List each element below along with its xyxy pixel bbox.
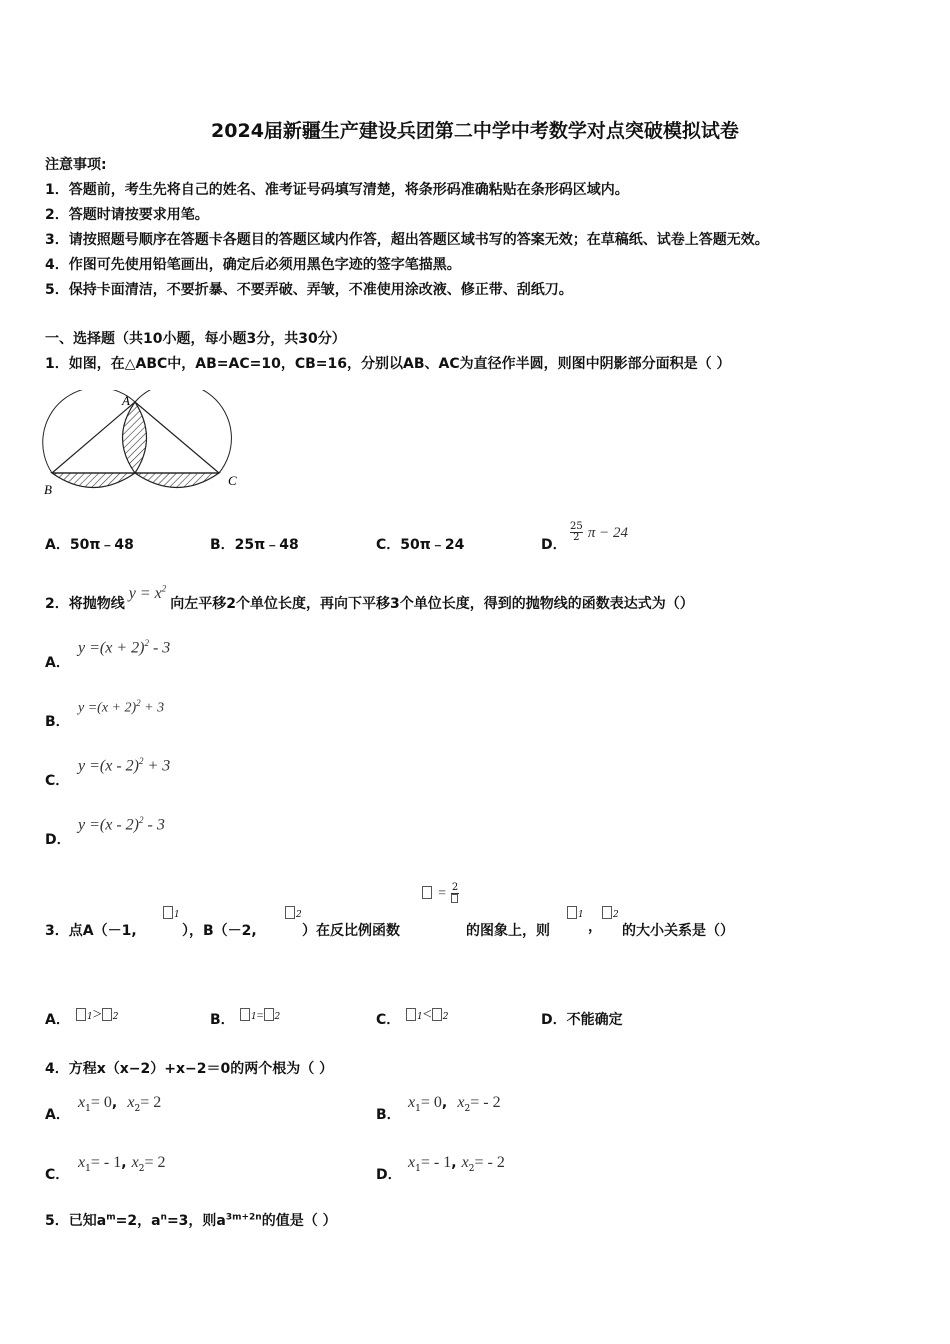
q2-option-b-letter[interactable]: B． [45, 714, 70, 730]
fraction: 2 [451, 883, 459, 903]
q1-option-c[interactable] [376, 534, 464, 554]
shaded-lens-center [123, 402, 147, 473]
q4-option-b-letter[interactable]: B． [376, 1107, 401, 1123]
q4-option-d-expr: $x_1= - 1$, $x_2= - 2$ [408, 1154, 505, 1175]
question-5-stem: 5．已知$a^m=2$，$a^n=3$，则$a^{3m+2n}$的值是（ ） [45, 1212, 337, 1229]
note-item: 2．答题时请按要求用笔。 [45, 207, 209, 223]
q1-option-d[interactable] [541, 534, 567, 554]
missing-glyph-icon [406, 1008, 416, 1021]
q3-option-a-letter[interactable]: A． [45, 1012, 70, 1028]
option-text: 25π﹣48 [234, 537, 299, 553]
missing-glyph-icon [451, 894, 458, 903]
q3-option-a-expr: 1> 2 [76, 1004, 119, 1024]
option-text: 50π﹣24 [400, 537, 465, 553]
q3-option-c-letter[interactable]: C． [376, 1012, 401, 1028]
fraction: $\frac{25}{2}$ [570, 521, 583, 543]
y2-ref: 2 [602, 902, 619, 921]
q4-option-b-expr: $x_1= 0$, $x_2= - 2$ [408, 1094, 501, 1115]
parabola-expr: $y = x^2$ [128, 583, 167, 602]
q1-option-a[interactable] [45, 534, 134, 554]
q3-part-4: 的图象上，则 [466, 923, 550, 939]
label-b: B [44, 482, 52, 497]
note-item: 1．答题前，考生先将自己的姓名、准考证号码填写清楚，将条形码准确粘贴在条形码区域内。 [45, 182, 629, 198]
q3-option-d[interactable]: D．不能确定 [541, 1012, 623, 1028]
missing-glyph-icon [240, 1008, 250, 1021]
q3-part-1: 3．点A（－1, [45, 923, 137, 939]
inverse-function-expr: = 2 [422, 882, 459, 903]
label-a: A [122, 393, 130, 408]
missing-glyph-icon [264, 1008, 274, 1021]
missing-glyph-icon [567, 906, 577, 919]
y2-placeholder: 2 [285, 902, 302, 921]
q3-part-6: 的大小关系是（） [622, 923, 734, 939]
option-letter: C． [376, 537, 401, 553]
q4-option-c-letter[interactable]: C． [45, 1167, 70, 1183]
q4-option-a-expr: $x_1= 0$, $x_2= 2$ [78, 1094, 162, 1115]
q4-option-c-expr: $x_1= - 1$, $x_2= 2$ [78, 1154, 166, 1175]
missing-glyph-icon [163, 906, 173, 919]
note-item: 5．保持卡面清洁，不要折暴、不要弄破、弄皱，不准使用涂改液、修正带、刮纸刀。 [45, 282, 573, 298]
option-text: π − 24 [587, 525, 628, 541]
q3-part-5: ， [588, 919, 602, 935]
question-4-stem: 4．方程x（x−2）+x−2＝0的两个根为（ ） [45, 1061, 334, 1077]
shaded-lens-left [52, 473, 135, 488]
question-1-stem: 1．如图，在△ABC中，AB=AC=10，CB=16，分别以AB、AC为直径作半圆，则图中阴影部分面积是（ ） [45, 356, 731, 372]
note-item: 4．作图可先使用铅笔画出，确定后必须用黑色字迹的签字笔描黑。 [45, 257, 461, 273]
missing-glyph-icon [432, 1008, 442, 1021]
missing-glyph-icon [102, 1008, 112, 1021]
missing-glyph-icon [285, 906, 295, 919]
q3-option-b-expr: 1= 2 [240, 1004, 280, 1023]
notes-heading: 注意事项: [45, 157, 107, 173]
q3-part-3: ）在反比例函数 [302, 923, 400, 939]
shaded-lens-right [135, 473, 219, 488]
y1-ref: 1 [567, 902, 584, 921]
q1-option-d-expr [570, 522, 628, 543]
label-c: C [228, 473, 237, 488]
q2-option-a-expr: $y =(x + 2)^2 - 3$ [78, 638, 171, 657]
q1-option-b[interactable] [210, 534, 299, 554]
q2-option-d-expr: y =(x - 2)$^2$ - 3 [78, 815, 165, 834]
option-letter: A． [45, 537, 70, 553]
q4-option-a-letter[interactable]: A． [45, 1107, 70, 1123]
q3-option-c-expr: 1< 2 [406, 1004, 449, 1024]
y1-placeholder: 1 [163, 902, 180, 921]
section-heading: 一、选择题（共10小题，每小题3分，共30分） [45, 331, 346, 347]
missing-glyph-icon [422, 886, 432, 899]
q2-option-d-letter[interactable]: D． [45, 832, 71, 848]
q2-option-c-letter[interactable]: C． [45, 773, 70, 789]
option-text: 50π﹣48 [69, 537, 134, 553]
missing-glyph-icon [76, 1008, 86, 1021]
question-2-stem: 2．将抛物线$y = x^2$向左平移2个单位长度，再向下平移3个单位长度，得到的抛物线的函数表达式为（） [45, 583, 694, 612]
q4-option-d-letter[interactable]: D． [376, 1167, 402, 1183]
q3-part-2: ），B（－2, [182, 923, 257, 939]
missing-glyph-icon [602, 906, 612, 919]
page-title: 2024届新疆生产建设兵团第二中学中考数学对点突破模拟试卷 [211, 120, 739, 142]
q2-option-a-letter[interactable]: A． [45, 655, 70, 671]
option-letter: D． [541, 537, 567, 553]
triangle-semicircle-figure [40, 390, 250, 500]
q2-option-b-expr: $y =(x + 2)^2 + 3$ [78, 698, 165, 716]
note-item: 3．请按照题号顺序在答题卡各题目的答题区域内作答，超出答题区域书写的答案无效；在草稿纸、试卷上答题无效。 [45, 232, 769, 248]
q3-option-b-letter[interactable]: B． [210, 1012, 235, 1028]
q2-option-c-expr: y =(x - 2)$^2$ + 3 [78, 756, 171, 775]
option-letter: B． [210, 537, 235, 553]
